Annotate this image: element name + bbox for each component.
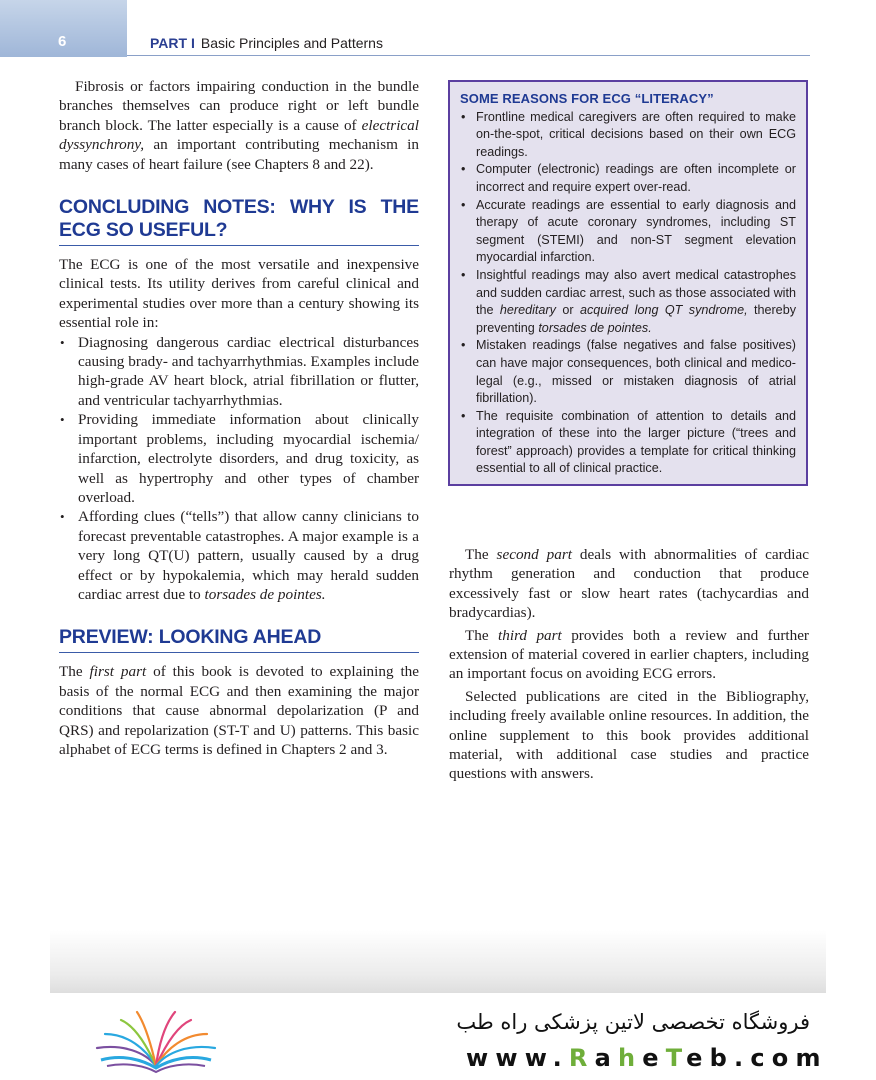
box-title: SOME REASONS FOR ECG “LITERACY” [460,91,714,106]
ecg-literacy-box [448,80,808,486]
list-item: • Affording clues (“tells”) that allow canny clinicians to forecast preventable catastrophes. A major example is a very long QT(U) pattern, usually caused by a drug effect or by hypokalemia, which may herald sudden cardiac arrest due to torsades de pointes. [59,507,419,604]
section-heading-concluding-notes: CONCLUDING NOTES: WHY IS THE ECG SO USEFUL? [59,196,419,246]
store-name-farsi: فروشگاه تخصصی لاتین پزشکی راه طب [456,1010,810,1034]
part-label: PART I [150,35,195,51]
list-item: • The requisite combination of attention to details and integration of these into the larger picture (“trees and forest” approach) provides a template for critical thinking essential to all of clinical practice. [460,408,796,478]
intro-paragraph: Fibrosis or factors impairing conduction in the bundle branches themselves can produce right or left bundle branch block. The latter especially is a cause of electrical dyssynchrony, an important contributing mechanism in many cases of heart failure (see Chapters 8 and 22). [59,78,419,173]
section-heading-preview: PREVIEW: LOOKING AHEAD [59,626,419,653]
header-rule [127,55,810,56]
second-part-paragraph: The second part deals with abnormalities of cardiac rhythm generation and conduction that produce excessively fast or slow heart rates (tachycardias and bradycardias). [449,546,809,622]
page-number: 6 [58,33,67,50]
list-item: • Providing immediate information about clinically important problems, including myocardial ischemia/ infarction, electrolyte disorders, and drug toxicity, as well as hypertrophy and other types of chamber overload. [59,410,419,507]
running-header [150,35,383,51]
list-item: • Frontline medical caregivers are often required to make on-the-spot, critical decisions based on their own ECG readings. [460,109,796,162]
first-part-paragraph: The first part of this book is devoted to explaining the basis of the normal ECG and then examining the major conditions that cause abnormal depolarization (P and QRS) and repolarization (ST-T and U) patterns. This basic alphabet of ECG terms is defined in Chapters 2 and 3. [59,663,419,758]
list-item: • Computer (electronic) readings are often incomplete or incorrect and require expert over-read. [460,161,796,196]
list-item: • Mistaken readings (false negatives and false positives) can have major consequences, both clinical and medico-legal (e.g., missed or mistaken diagnosis of atrial fibrillation). [460,337,796,407]
store-url: www.RaheTeb.com [466,1044,828,1072]
list-item: • Diagnosing dangerous cardiac electrical disturbances causing brady- and tachyarrhythmias. Examples include high-grade AV heart block, atrial fibrillation or flutter, and ventricular tachyarrhythmias. [59,333,419,411]
utility-bullet-list [59,333,419,605]
box-bullet-list [460,109,796,478]
bibliography-paragraph: Selected publications are cited in the Bibliography, including freely available online resources. In addition, the online supplement to this book provides additional material, with additional case studies and practice questions with answers. [449,687,809,783]
list-item: • Insightful readings may also avert medical catastrophes and sudden cardiac arrest, such as those associated with the hereditary or acquired long QT syndrome, thereby preventing torsades de pointes. [460,267,796,337]
open-book-logo-icon [93,1008,219,1074]
ecg-utility-paragraph: The ECG is one of the most versatile and inexpensive clinical tests. Its utility derives from careful clinical and experimental studies over more than a century showing its essential role in: [59,256,419,332]
list-item: • Accurate readings are essential to early diagnosis and therapy of acute coronary syndromes, including ST segment (STEMI) and non-ST segment elevation myocardial infarction. [460,197,796,267]
part-title: Basic Principles and Patterns [200,35,383,51]
left-column [59,77,419,759]
third-part-paragraph: The third part provides both a review and further extension of material covered in earlier chapters, including an important focus on avoiding ECG errors. [449,626,809,683]
right-column [449,545,809,784]
page-bottom-shadow [50,930,826,993]
